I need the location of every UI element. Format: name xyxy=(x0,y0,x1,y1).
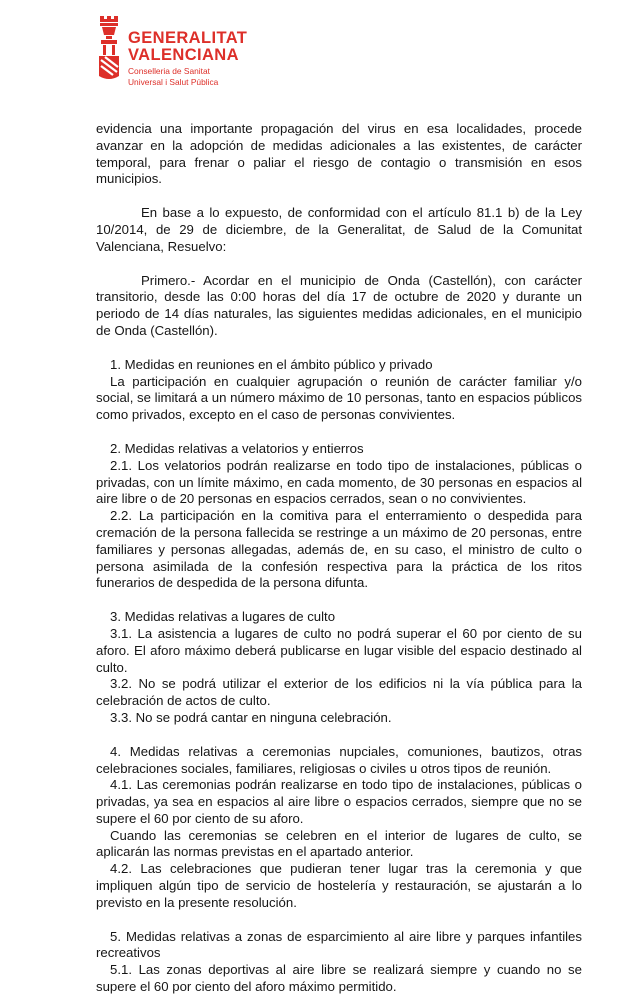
letterhead xyxy=(96,14,247,88)
paragraph-legal-basis: En base a lo expuesto, de conformidad con el artículo 81.1 b) de la Ley 10/2014, de 29 de diciembre, de la Generalitat, de Salud de la Comunitat Valenciana, Resuelvo: xyxy=(96,205,582,254)
paragraph-4-1: 4.1. Las ceremonias podrán realizarse en todo tipo de instalaciones, públicas o privadas, ya sea en espacios al aire libre o espacios cerrados, siempre que no se supere el 60 por ciento de su aforo. xyxy=(96,777,582,826)
paragraph-3-2: 3.2. No se podrá utilizar el exterior de los edificios ni la vía pública para la celebración de actos de culto. xyxy=(96,676,582,709)
paragraph-4-2: 4.2. Las celebraciones que pudieran tener lugar tras la ceremonia y que impliquen algún tipo de servicio de hostelería y restauración, se ajustarán a lo previsto en la presente resolución. xyxy=(96,861,582,910)
document-body xyxy=(96,121,582,996)
generalitat-coat-of-arms-logo xyxy=(96,14,122,80)
letterhead-text xyxy=(128,14,247,88)
section-heading-1: 1. Medidas en reuniones en el ámbito público y privado xyxy=(110,356,433,372)
paragraph-3-3: 3.3. No se podrá cantar en ninguna celebración. xyxy=(110,709,392,725)
paragraph-primero: Primero.- Acordar en el municipio de Onda (Castellón), con carácter transitorio, desde las 0:00 horas del día 17 de octubre de 2020 y durante un periodo de 14 días naturales, las siguientes medidas adicionales, en el municipio de Onda (Castellón). xyxy=(96,272,582,338)
section-heading-2: 2. Medidas relativas a velatorios y entierros xyxy=(110,440,364,456)
section-heading-5: 5. Medidas relativas a zonas de esparcimiento al aire libre y parques infantiles recreativos xyxy=(96,928,582,961)
paragraph-2-2: 2.2. La participación en la comitiva para el enterramiento o despedida para cremación de la persona fallecida se restringe a un máximo de 20 personas, entre familiares y personas allegadas, además de, en su caso, el ministro de culto o persona asimilada de la confesión respectiva para la práctica de los ritos funerarios de despedida de la persona difunta. xyxy=(96,508,582,591)
paragraph-1: La participación en cualquier agrupación o reunión de carácter familiar y/o social, se limitará a un número máximo de 10 personas, tanto en espacios públicos como privados, excepto en el caso de personas convivientes. xyxy=(96,373,582,423)
paragraph-intro: evidencia una importante propagación del virus en esa localidades, procede avanzar en la adopción de medidas adicionales a las existentes, de carácter temporal, para frenar o paliar el riesgo de contagio o transmisión en esos municipios. xyxy=(96,121,582,187)
section-heading-3: 3. Medidas relativas a lugares de culto xyxy=(110,609,336,625)
department-line-1: Conselleria de Sanitat xyxy=(128,66,210,76)
department-line-2: Universal i Salut Pública xyxy=(128,77,219,87)
org-name-line-2: VALENCIANA xyxy=(128,46,239,64)
org-name-line-1: GENERALITAT xyxy=(128,29,248,47)
paragraph-2-1: 2.1. Los velatorios podrán realizarse en todo tipo de instalaciones, públicas o privadas, con un límite máximo, en cada momento, de 30 personas en espacios al aire libre o de 20 personas en espacios cerrados, sean o no convivientes. xyxy=(96,457,582,507)
paragraph-4-1-b: Cuando las ceremonias se celebren en el interior de lugares de culto, se aplicarán las normas previstas en el apartado anterior. xyxy=(96,827,582,860)
paragraph-5-1: 5.1. Las zonas deportivas al aire libre se realizará siempre y cuando no se supere el 60 por ciento del aforo máximo permitido. xyxy=(96,962,582,995)
paragraph-3-1: 3.1. La asistencia a lugares de culto no podrá superar el 60 por ciento de su aforo. El aforo máximo deberá publicarse en lugar visible del espacio destinado al culto. xyxy=(96,625,582,675)
section-heading-4: 4. Medidas relativas a ceremonias nupciales, comuniones, bautizos, otras celebraciones sociales, familiares, religiosas o civiles u otros tipos de reunión. xyxy=(96,743,582,776)
